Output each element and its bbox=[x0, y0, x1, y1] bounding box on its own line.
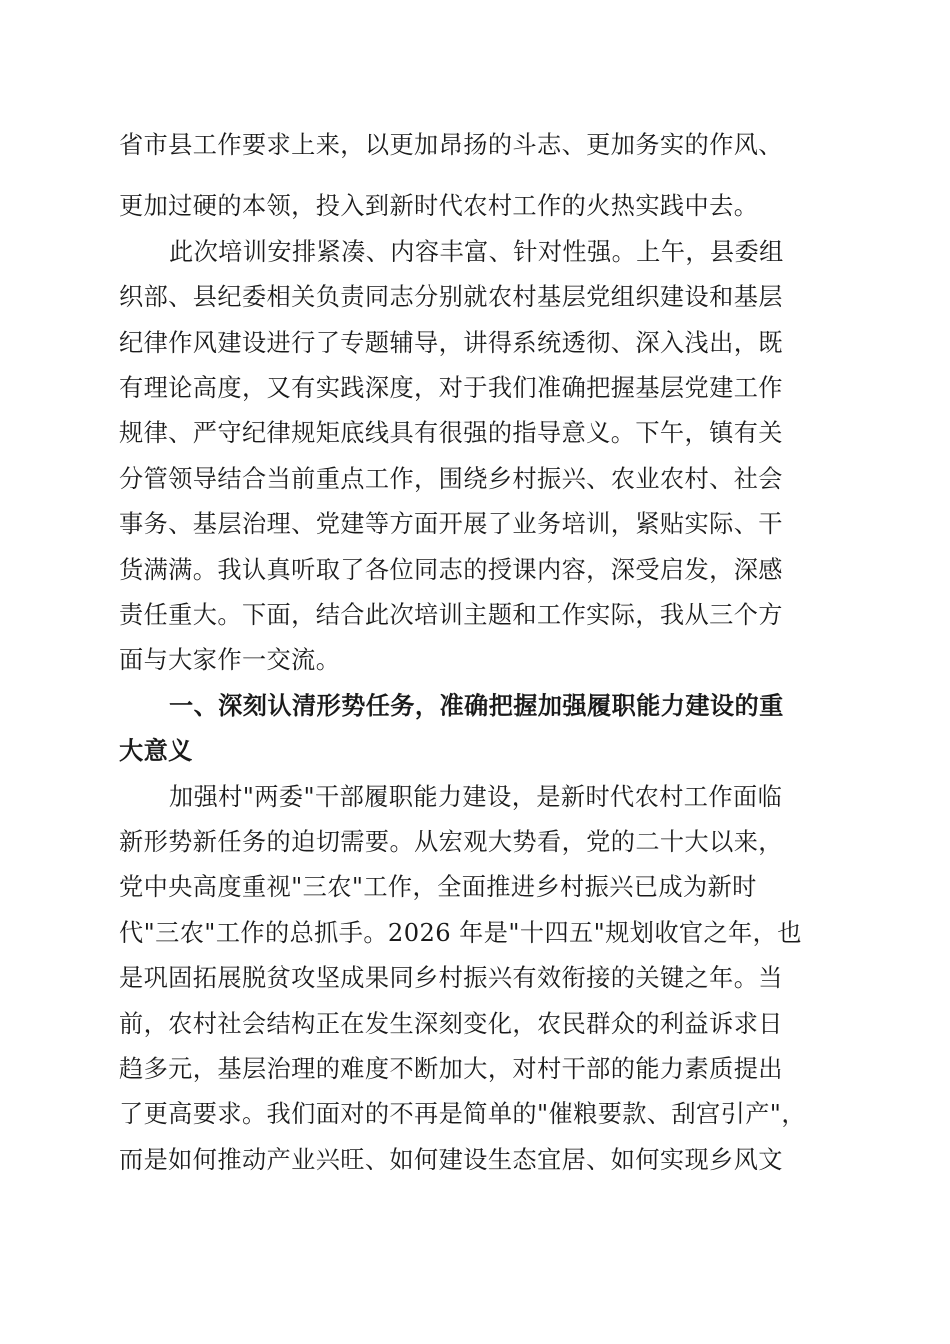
text-line: 分管领导结合当前重点工作，围绕乡村振兴、农业农村、社会 bbox=[119, 465, 783, 493]
text-line: 织部、县纪委相关负责同志分别就农村基层党组织建设和基层 bbox=[119, 283, 783, 311]
text-line: 面与大家作一交流。 bbox=[119, 646, 341, 674]
text-line: 责任重大。下面，结合此次培训主题和工作实际，我从三个方 bbox=[119, 601, 783, 629]
text-line: 有理论高度，又有实践深度，对于我们准确把握基层党建工作 bbox=[119, 374, 783, 402]
text-line: 而是如何推动产业兴旺、如何建设生态宜居、如何实现乡风文 bbox=[119, 1146, 783, 1174]
text-line: 规律、严守纪律规矩底线具有很强的指导意义。下午，镇有关 bbox=[119, 419, 783, 447]
text-line: 了更高要求。我们面对的不再是简单的"催粮要款、刮宫引产"， bbox=[119, 1100, 806, 1128]
text-line: 纪律作风建设进行了专题辅导，讲得系统透彻、深入浅出，既 bbox=[119, 329, 783, 357]
text-line: 前，农村社会结构正在发生深刻变化，农民群众的利益诉求日 bbox=[119, 1010, 783, 1038]
text-line: 货满满。我认真听取了各位同志的授课内容，深受启发，深感 bbox=[119, 556, 783, 584]
heading-line: 一、深刻认清形势任务，准确把握加强履职能力建设的重 bbox=[169, 692, 784, 720]
text-line: 此次培训安排紧凑、内容丰富、针对性强。上午，县委组 bbox=[169, 238, 784, 266]
heading-line: 大意义 bbox=[119, 737, 193, 765]
text-line: 党中央高度重视"三农"工作，全面推进乡村振兴已成为新时 bbox=[119, 873, 757, 901]
text-line: 代"三农"工作的总抓手。2026 年是"十四五"规划收官之年，也 bbox=[119, 919, 802, 947]
text-line: 更加过硬的本领，投入到新时代农村工作的火热实践中去。 bbox=[119, 192, 759, 220]
text-line: 是巩固拓展脱贫攻坚成果同乡村振兴有效衔接的关键之年。当 bbox=[119, 964, 783, 992]
text-line: 省市县工作要求上来，以更加昂扬的斗志、更加务实的作风、 bbox=[119, 131, 783, 159]
text-line: 趋多元，基层治理的难度不断加大，对村干部的能力素质提出 bbox=[119, 1055, 783, 1083]
text-line: 新形势新任务的迫切需要。从宏观大势看，党的二十大以来， bbox=[119, 828, 783, 856]
text-line: 事务、基层治理、党建等方面开展了业务培训，紧贴实际、干 bbox=[119, 510, 783, 538]
text-line: 加强村"两委"干部履职能力建设，是新时代农村工作面临 bbox=[169, 783, 783, 811]
